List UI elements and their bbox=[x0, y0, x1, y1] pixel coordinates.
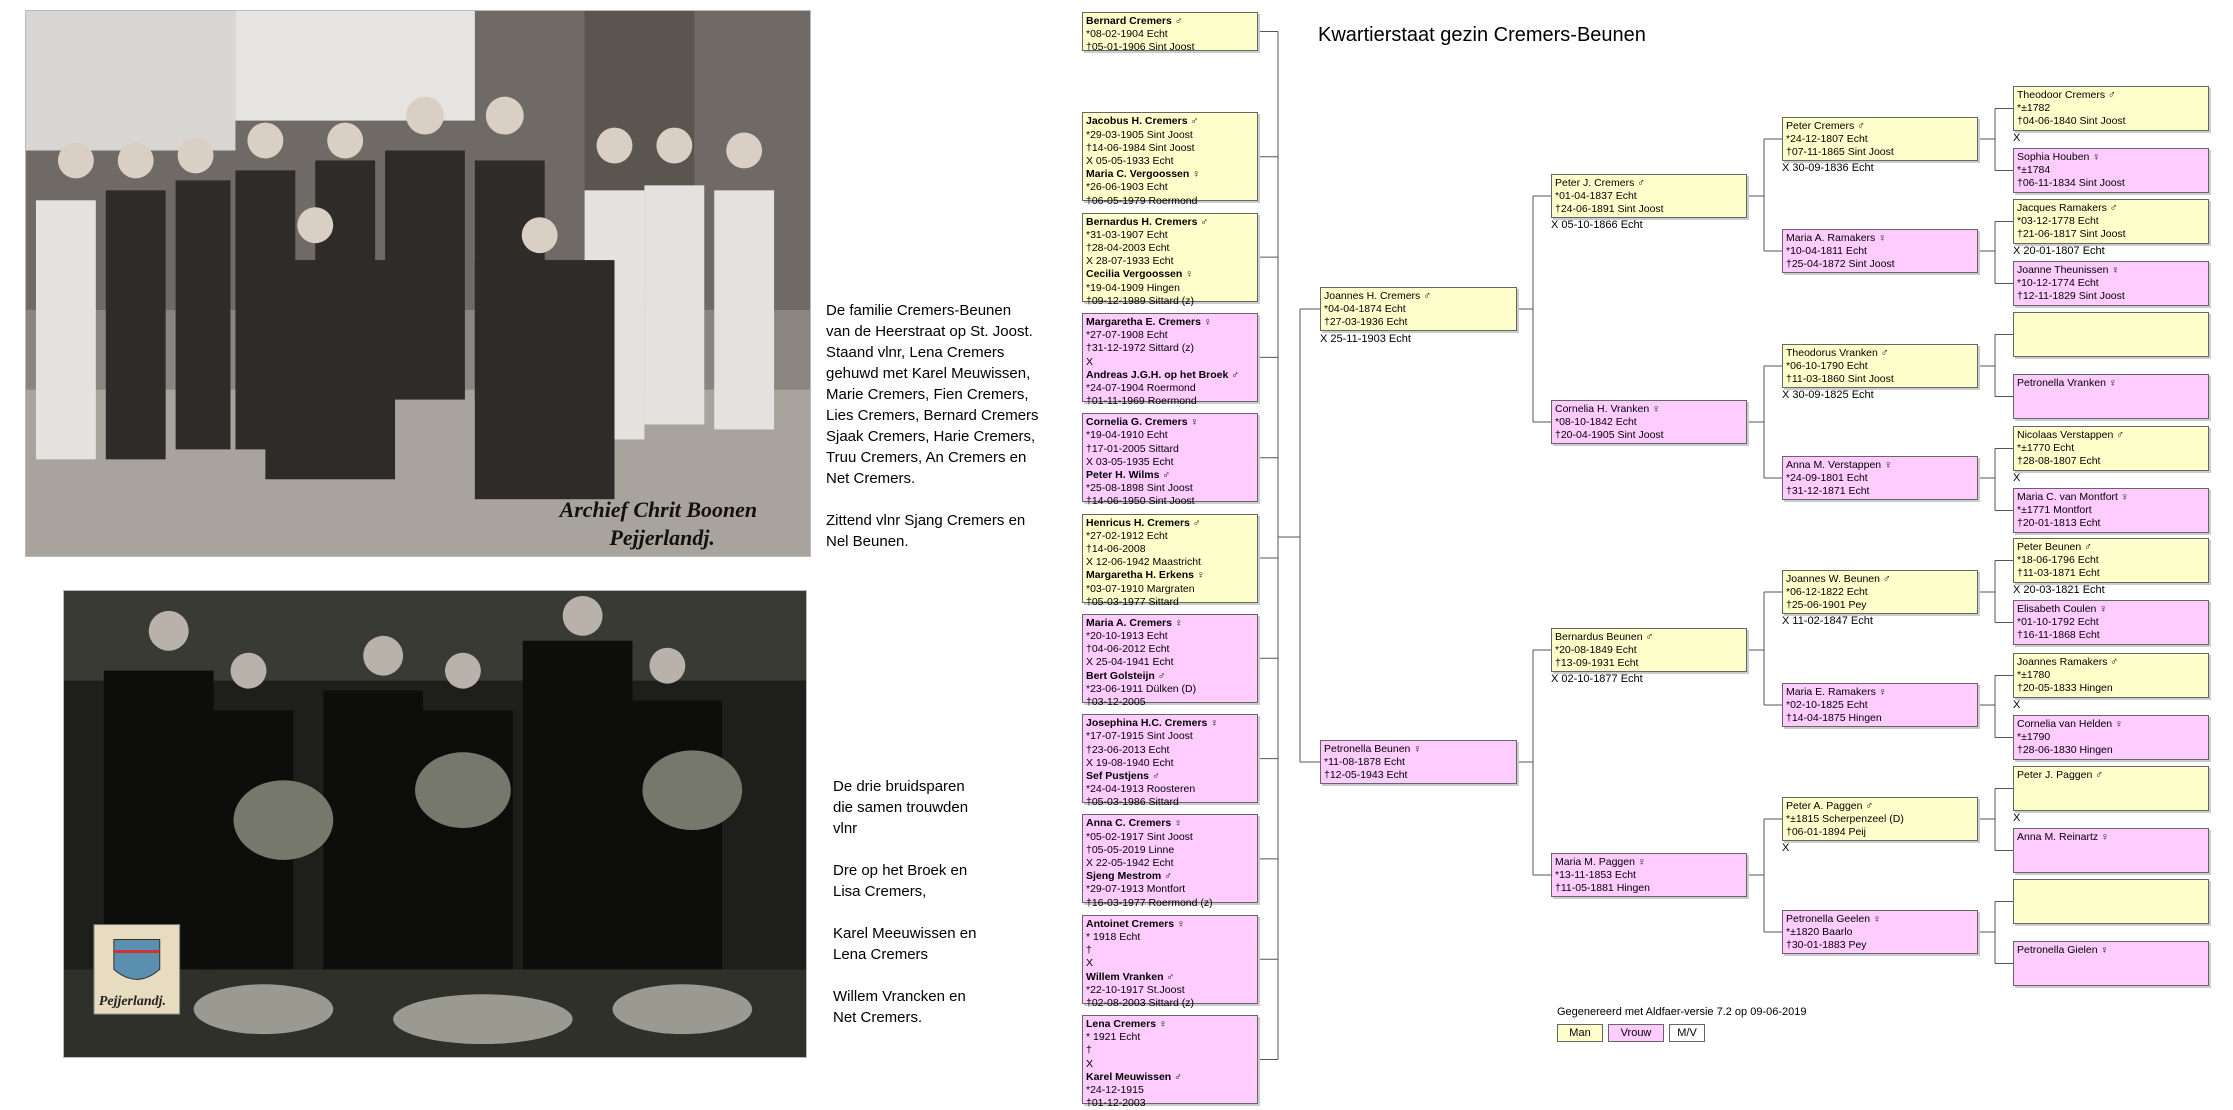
legend-man: Man bbox=[1557, 1024, 1603, 1042]
person-detail: *31-03-1907 Echt bbox=[1086, 228, 1168, 241]
person-detail: Elisabeth Coulen ♀ bbox=[2017, 603, 2108, 615]
person-detail: *23-06-1911 Dülken (D) bbox=[1086, 682, 1197, 695]
person-detail: *±1820 Baarlo bbox=[1786, 926, 1853, 939]
person-detail: † bbox=[1086, 944, 1092, 957]
family-photo bbox=[25, 10, 811, 557]
person-detail: *20-10-1913 Echt bbox=[1086, 630, 1168, 642]
family-photo-caption bbox=[826, 300, 1056, 552]
child-box bbox=[1082, 313, 1258, 408]
person-name: Antoinet Cremers ♀ bbox=[1086, 917, 1185, 930]
photo-watermark-line1: Archief Chrit Boonen bbox=[559, 497, 758, 523]
person-detail: †14-06-2008 bbox=[1086, 542, 1146, 555]
gg-grandparents-box bbox=[2013, 488, 2209, 533]
chart-title: Kwartierstaat gezin Cremers-Beunen bbox=[1318, 24, 1646, 46]
person-detail: Joannes W. Beunen ♂ bbox=[1786, 573, 1891, 585]
child-box bbox=[1082, 213, 1258, 307]
person-detail: †14-06-1950 Sint Joost bbox=[1086, 495, 1195, 508]
person-detail: X bbox=[1086, 355, 1094, 368]
person-detail: *24-07-1904 Roermond bbox=[1086, 381, 1196, 394]
person-detail: *±1784 bbox=[2017, 164, 2051, 177]
person-detail: †16-11-1868 Echt bbox=[2017, 629, 2100, 642]
marriage-date: X 25-11-1903 Echt bbox=[1320, 333, 1411, 345]
generator-footer: Gegenereerd met Aldfaer-versie 7.2 op 09-06-2019 bbox=[1557, 1006, 1807, 1018]
person-detail: †04-06-1840 Sint Joost bbox=[2017, 115, 2126, 128]
person-detail: †05-03-1977 Sittard bbox=[1086, 595, 1179, 608]
person-name: Maria A. Cremers ♀ bbox=[1086, 616, 1183, 629]
great-grandparents-box bbox=[1782, 344, 1978, 388]
child-box bbox=[1082, 814, 1258, 909]
person-detail: †30-01-1883 Pey bbox=[1786, 939, 1867, 952]
gg-grandparents-box bbox=[2013, 538, 2209, 583]
person-detail: *±1771 Montfort bbox=[2017, 504, 2092, 517]
person-detail: X 28-07-1933 Echt bbox=[1086, 255, 1174, 268]
person-detail: *27-02-1912 Echt bbox=[1086, 529, 1168, 542]
grandparents-box bbox=[1551, 628, 1747, 672]
great-grandparents-box bbox=[1782, 456, 1978, 500]
child-box bbox=[1082, 614, 1258, 709]
person-detail: †14-06-1984 Sint Joost bbox=[1086, 141, 1195, 154]
legend-mv: M/V bbox=[1669, 1024, 1705, 1042]
marriage-date: X bbox=[2013, 699, 2021, 711]
person-detail: Peter J. Paggen ♂ bbox=[2017, 769, 2104, 781]
person-detail: †23-06-2013 Echt bbox=[1086, 743, 1170, 756]
person-name: Cecilia Vergoossen ♀ bbox=[1086, 268, 1194, 281]
gg-grandparents-box bbox=[2013, 941, 2209, 986]
person-name: Bernardus H. Cremers ♂ bbox=[1086, 215, 1209, 228]
caption-paragraph: Zittend vlnr Sjang Cremers en Nel Beunen. bbox=[826, 512, 1026, 550]
person-detail: *29-07-1913 Montfort bbox=[1086, 883, 1186, 896]
person-detail: †12-11-1829 Sint Joost bbox=[2017, 290, 2125, 303]
marriage-date: X 11-02-1847 Echt bbox=[1782, 615, 1873, 627]
person-detail: †07-11-1865 Sint Joost bbox=[1786, 146, 1894, 159]
person-detail: †28-08-1807 Echt bbox=[2017, 455, 2101, 468]
person-detail: *02-10-1825 Echt bbox=[1786, 699, 1868, 712]
person-name: Henricus H. Cremers ♂ bbox=[1086, 516, 1201, 529]
person-detail: Joannes Ramakers ♂ bbox=[2017, 656, 2119, 668]
person-name: Maria C. Vergoossen ♀ bbox=[1086, 168, 1201, 181]
caption-paragraph: De drie bruidsparen die samen trouwden vlnr bbox=[833, 778, 969, 837]
grandparents-box bbox=[1551, 400, 1747, 444]
person-detail: †09-12-1989 Sittard (z) bbox=[1086, 294, 1194, 307]
marriage-date: X 30-09-1825 Echt bbox=[1782, 389, 1874, 401]
person-detail: †05-01-1906 Sint Joost bbox=[1086, 41, 1195, 54]
person-detail: Cornelia van Helden ♀ bbox=[2017, 718, 2123, 730]
wedding-photo bbox=[63, 590, 807, 1058]
person-detail: *01-04-1837 Echt bbox=[1555, 190, 1637, 203]
gg-grandparents-box bbox=[2013, 148, 2209, 193]
person-detail: *05-02-1917 Sint Joost bbox=[1086, 830, 1193, 843]
person-detail: †12-05-1943 Echt bbox=[1324, 769, 1408, 782]
person-detail: †02-08-2003 Sittard (z) bbox=[1086, 996, 1194, 1009]
person-detail: X bbox=[1086, 957, 1094, 970]
person-detail: *24-12-1807 Echt bbox=[1786, 133, 1868, 146]
person-detail: X bbox=[1086, 1057, 1094, 1070]
person-name: Jacobus H. Cremers ♂ bbox=[1086, 115, 1199, 128]
person-detail: †31-12-1972 Sittard (z) bbox=[1086, 342, 1194, 355]
gg-grandparents-box bbox=[2013, 600, 2209, 645]
gg-grandparents-box bbox=[2013, 312, 2209, 357]
marriage-date: X 05-10-1866 Echt bbox=[1551, 219, 1643, 231]
person-detail: X 25-04-1941 Echt bbox=[1086, 656, 1174, 669]
person-detail: † bbox=[1086, 1044, 1092, 1057]
photo-watermark-line2: Pejjerlandj. bbox=[609, 525, 715, 551]
person-detail: *24-09-1801 Echt bbox=[1786, 472, 1868, 485]
marriage-date: X bbox=[2013, 472, 2021, 484]
person-name: Margaretha E. Cremers ♀ bbox=[1086, 315, 1212, 328]
great-grandparents-box bbox=[1782, 570, 1978, 614]
person-detail: Nicolaas Verstappen ♂ bbox=[2017, 429, 2125, 441]
person-detail: †16-03-1977 Roermond (z) bbox=[1086, 896, 1213, 909]
person-detail: Anna M. Verstappen ♀ bbox=[1786, 459, 1892, 471]
person-detail: †17-01-2005 Sittard bbox=[1086, 442, 1179, 455]
gg-grandparents-box bbox=[2013, 199, 2209, 244]
person-detail: *24-12-1915 bbox=[1086, 1084, 1144, 1097]
person-name: Margaretha H. Erkens ♀ bbox=[1086, 569, 1205, 582]
gg-grandparents-box bbox=[2013, 86, 2209, 131]
marriage-date: X 02-10-1877 Echt bbox=[1551, 673, 1643, 685]
person-detail: *25-08-1898 Sint Joost bbox=[1086, 482, 1193, 495]
person-detail: Bernardus Beunen ♂ bbox=[1555, 631, 1654, 643]
person-detail: X 19-08-1940 Echt bbox=[1086, 756, 1174, 769]
person-detail: †05-05-2019 Linne bbox=[1086, 843, 1175, 856]
gg-grandparents-box bbox=[2013, 374, 2209, 419]
person-detail: †11-03-1860 Sint Joost bbox=[1786, 373, 1894, 386]
person-detail: Anna M. Reinartz ♀ bbox=[2017, 831, 2109, 843]
person-name: Willem Vranken ♂ bbox=[1086, 970, 1175, 983]
person-detail: *±1790 bbox=[2017, 731, 2051, 744]
person-detail: *10-04-1811 Echt bbox=[1786, 245, 1867, 258]
person-name: Lena Cremers ♀ bbox=[1086, 1018, 1167, 1030]
person-detail: †14-04-1875 Hingen bbox=[1786, 712, 1882, 725]
person-detail: †27-03-1936 Echt bbox=[1324, 316, 1408, 329]
marriage-date: X 30-09-1836 Echt bbox=[1782, 162, 1874, 174]
person-detail: †28-04-2003 Echt bbox=[1086, 242, 1170, 254]
person-detail: *06-10-1790 Echt bbox=[1786, 360, 1868, 373]
person-detail: †24-06-1891 Sint Joost bbox=[1555, 203, 1664, 216]
gg-grandparents-box bbox=[2013, 653, 2209, 698]
child-box bbox=[1082, 915, 1258, 1009]
person-detail: * 1918 Echt bbox=[1086, 930, 1141, 943]
person-detail: X 12-06-1942 Maastricht bbox=[1086, 556, 1201, 569]
person-detail: Petronella Vranken ♀ bbox=[2017, 377, 2117, 389]
great-grandparents-box bbox=[1782, 797, 1978, 841]
person-detail: †13-09-1931 Echt bbox=[1555, 657, 1639, 670]
person-name: Peter H. Wilms ♂ bbox=[1086, 469, 1171, 481]
person-detail: †04-06-2012 Echt bbox=[1086, 643, 1170, 656]
child-box bbox=[1082, 112, 1258, 207]
person-detail: *01-10-1792 Echt bbox=[2017, 616, 2099, 629]
person-name: Anna C. Cremers ♀ bbox=[1086, 817, 1182, 830]
person-detail: *20-08-1849 Echt bbox=[1555, 644, 1637, 657]
person-detail: †21-06-1817 Sint Joost bbox=[2017, 228, 2126, 241]
gg-grandparents-box bbox=[2013, 715, 2209, 760]
person-detail: * 1921 Echt bbox=[1086, 1031, 1141, 1044]
great-grandparents-box bbox=[1782, 683, 1978, 727]
marriage-date: X bbox=[1782, 842, 1790, 854]
person-detail: *19-04-1910 Echt bbox=[1086, 429, 1168, 442]
child-box bbox=[1082, 413, 1258, 508]
person-detail: †11-03-1871 Echt bbox=[2017, 567, 2100, 580]
person-name: Josephina H.C. Cremers ♀ bbox=[1086, 717, 1219, 730]
person-detail: Jacques Ramakers ♂ bbox=[2017, 202, 2118, 214]
person-detail: *10-12-1774 Echt bbox=[2017, 277, 2099, 290]
grandparents-box bbox=[1551, 174, 1747, 218]
person-name: Sef Pustjens ♂ bbox=[1086, 769, 1160, 782]
person-detail: *11-08-1878 Echt bbox=[1324, 756, 1405, 769]
child-box bbox=[1082, 514, 1258, 608]
person-detail: Maria C. van Montfort ♀ bbox=[2017, 491, 2129, 503]
person-detail: *04-04-1874 Echt bbox=[1324, 303, 1406, 316]
marriage-date: X 20-01-1807 Echt bbox=[2013, 245, 2105, 257]
person-detail: *27-07-1908 Echt bbox=[1086, 329, 1168, 342]
person-detail: Sophia Houben ♀ bbox=[2017, 151, 2101, 163]
person-name: Bernard Cremers ♂ bbox=[1086, 15, 1183, 27]
person-detail: †03-12-2005 bbox=[1086, 696, 1146, 709]
person-detail: *±1770 Echt bbox=[2017, 442, 2075, 455]
caption-paragraph: De familie Cremers-Beunen van de Heerstraat op St. Joost. Staand vlnr, Lena Cremers gehuwd met Karel Meuwissen, Marie Cremers, Fien Cremers, Lies Cremers, Bernard Cremers Sjaak Cremers, Harie Cremers, Truu Cremers, An Cremers en Net Cremers. bbox=[826, 302, 1039, 487]
person-detail: Maria A. Ramakers ♀ bbox=[1786, 232, 1887, 244]
person-detail: Peter A. Paggen ♂ bbox=[1786, 800, 1874, 812]
person-name: Cornelia G. Cremers ♀ bbox=[1086, 416, 1199, 429]
person-detail: *±1782 bbox=[2017, 102, 2051, 115]
person-detail: X 05-05-1933 Echt bbox=[1086, 154, 1174, 167]
person-detail: †25-06-1901 Pey bbox=[1786, 599, 1867, 612]
child-box bbox=[1082, 714, 1258, 809]
person-name: Bert Golsteijn ♂ bbox=[1086, 669, 1166, 682]
person-detail: *22-10-1917 St.Joost bbox=[1086, 983, 1185, 996]
mother-box bbox=[1320, 740, 1517, 784]
person-detail: X 22-05-1942 Echt bbox=[1086, 857, 1174, 869]
gg-grandparents-box bbox=[2013, 261, 2209, 306]
person-detail: †20-04-1905 Sint Joost bbox=[1555, 429, 1664, 442]
person-detail: X 03-05-1935 Echt bbox=[1086, 455, 1174, 468]
person-detail: †01-11-1969 Roermond bbox=[1086, 395, 1197, 408]
gg-grandparents-box bbox=[2013, 828, 2209, 873]
person-detail: †11-05-1881 Hingen bbox=[1555, 882, 1650, 895]
person-detail: *08-10-1842 Echt bbox=[1555, 416, 1637, 429]
gg-grandparents-box bbox=[2013, 766, 2209, 811]
marriage-date: X bbox=[2013, 812, 2021, 824]
gg-grandparents-box bbox=[2013, 879, 2209, 924]
person-detail: *13-11-1853 Echt bbox=[1555, 869, 1636, 882]
person-detail: †05-03-1986 Sittard bbox=[1086, 796, 1179, 809]
person-detail: *24-04-1913 Roosteren bbox=[1086, 783, 1196, 796]
person-name: Andreas J.G.H. op het Broek ♂ bbox=[1086, 368, 1240, 381]
person-detail: *03-12-1778 Echt bbox=[2017, 215, 2099, 228]
person-detail: Cornelia H. Vranken ♀ bbox=[1555, 403, 1660, 415]
legend-vrouw: Vrouw bbox=[1608, 1024, 1664, 1042]
person-detail: †06-01-1894 Peij bbox=[1786, 826, 1866, 839]
person-detail: *18-06-1796 Echt bbox=[2017, 554, 2099, 567]
caption-paragraph: Willem Vrancken en Net Cremers. bbox=[833, 988, 966, 1026]
person-detail: Petronella Gielen ♀ bbox=[2017, 944, 2109, 956]
person-name: Joannes H. Cremers ♂ bbox=[1324, 290, 1432, 302]
person-detail: Peter Beunen ♂ bbox=[2017, 541, 2093, 553]
child-box bbox=[1082, 12, 1258, 54]
person-detail: *29-03-1905 Sint Joost bbox=[1086, 128, 1193, 141]
child-box bbox=[1082, 1015, 1258, 1110]
person-detail: *06-12-1822 Echt bbox=[1786, 586, 1868, 599]
person-detail: †20-01-1813 Echt bbox=[2017, 517, 2101, 530]
person-detail: Petronella Geelen ♀ bbox=[1786, 913, 1881, 925]
person-detail: *26-06-1903 Echt bbox=[1086, 181, 1168, 194]
caption-paragraph: Dre op het Broek en Lisa Cremers, bbox=[833, 862, 968, 900]
person-detail: †06-05-1979 Roermond bbox=[1086, 194, 1198, 207]
person-detail: †28-06-1830 Hingen bbox=[2017, 744, 2113, 757]
marriage-date: X 20-03-1821 Echt bbox=[2013, 584, 2105, 596]
person-detail: *03-07-1910 Margraten bbox=[1086, 582, 1195, 595]
person-detail: Maria E. Ramakers ♀ bbox=[1786, 686, 1887, 698]
person-detail: *19-04-1909 Hingen bbox=[1086, 281, 1180, 294]
gg-grandparents-box bbox=[2013, 426, 2209, 471]
great-grandparents-box bbox=[1782, 117, 1978, 161]
person-detail: †20-05-1833 Hingen bbox=[2017, 682, 2113, 695]
person-name: Karel Meuwissen ♂ bbox=[1086, 1070, 1182, 1083]
person-detail: Theodoor Cremers ♂ bbox=[2017, 89, 2116, 101]
person-detail: Maria M. Paggen ♀ bbox=[1555, 856, 1646, 868]
marriage-date: X bbox=[2013, 132, 2021, 144]
grandparents-box bbox=[1551, 853, 1747, 897]
person-name: Petronella Beunen ♀ bbox=[1324, 743, 1422, 755]
person-detail: Peter J. Cremers ♂ bbox=[1555, 177, 1646, 189]
person-detail: Joanne Theunissen ♀ bbox=[2017, 264, 2120, 276]
person-detail: *08-02-1904 Echt bbox=[1086, 28, 1168, 41]
person-name: Sjeng Mestrom ♂ bbox=[1086, 870, 1173, 883]
wedding-photo-caption bbox=[833, 776, 1033, 1028]
person-detail: *17-07-1915 Sint Joost bbox=[1086, 730, 1193, 743]
person-detail: Peter Cremers ♂ bbox=[1786, 120, 1866, 132]
person-detail: †01-12-2003 bbox=[1086, 1097, 1146, 1110]
great-grandparents-box bbox=[1782, 229, 1978, 273]
person-detail: *±1780 bbox=[2017, 669, 2051, 682]
person-detail: Theodorus Vranken ♂ bbox=[1786, 347, 1889, 359]
person-detail: *±1815 Scherpenzeel (D) bbox=[1786, 813, 1904, 826]
pejjerlandj-logo bbox=[94, 925, 180, 1015]
person-detail: †31-12-1871 Echt bbox=[1786, 485, 1870, 498]
great-grandparents-box bbox=[1782, 910, 1978, 954]
person-detail: †25-04-1872 Sint Joost bbox=[1786, 258, 1895, 271]
person-detail: †06-11-1834 Sint Joost bbox=[2017, 177, 2125, 190]
father-box bbox=[1320, 287, 1517, 331]
caption-paragraph: Karel Meeuwissen en Lena Cremers bbox=[833, 925, 977, 963]
svg-text:Pejjerlandj.: Pejjerlandj. bbox=[98, 994, 166, 1010]
